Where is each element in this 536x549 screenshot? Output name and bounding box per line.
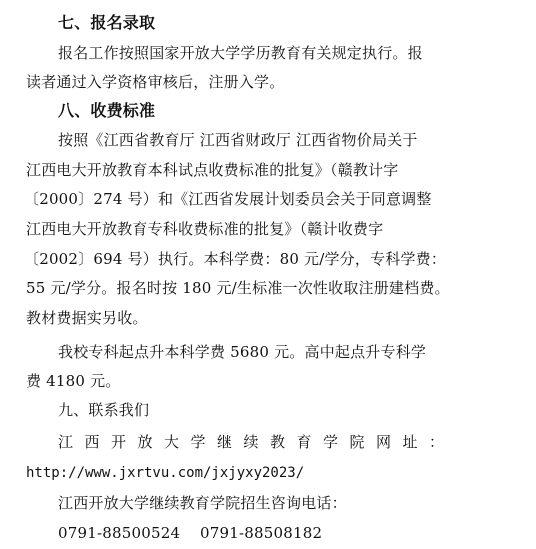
paragraph-line: 〔2000〕274 号）和《江西省发展计划委员会关于同意调整 xyxy=(24,190,432,208)
paragraph-line: 我校专科起点升本科学费 5680 元。高中起点升专科学 xyxy=(58,343,427,361)
paragraph-line: 〔2002〕694 号）执行。本科学费：80 元/学分，专科学费： xyxy=(24,250,447,268)
paragraph-line: 报名工作按照国家开放大学学历教育有关规定执行。报 xyxy=(58,44,423,62)
paragraph-line: 费 4180 元。 xyxy=(26,372,121,390)
section-heading-contact: 九、联系我们 xyxy=(58,401,150,419)
paragraph-line: 55 元/学分。报名时按 180 元/生标准一次性收取注册建档费。 xyxy=(26,279,450,297)
website-link[interactable]: http://www.jxrtvu.com/jxjyxy2023/ xyxy=(26,465,305,481)
section-heading-fees: 八、收费标准 xyxy=(58,101,156,120)
paragraph-line: 江西电大开放教育本科试点收费标准的批复》（赣教计字 xyxy=(26,161,399,179)
phone-label: 江西开放大学继续教育学院招生咨询电话： xyxy=(58,494,347,512)
paragraph-line: 教材费据实另收。 xyxy=(26,309,148,327)
phone-numbers: 0791-88500524 0791-88508182 xyxy=(58,524,323,542)
section-heading-registration: 七、报名录取 xyxy=(58,13,156,32)
paragraph-line: 江西电大开放教育专科收费标准的批复》（赣计收费字 xyxy=(26,220,384,238)
website-label: 江西开放大学继续教育学院网址： xyxy=(58,433,456,451)
paragraph-line: 读者通过入学资格审核后，注册入学。 xyxy=(26,73,285,91)
paragraph-line: 按照《江西省教育厅 江西省财政厅 江西省物价局关于 xyxy=(58,131,418,149)
